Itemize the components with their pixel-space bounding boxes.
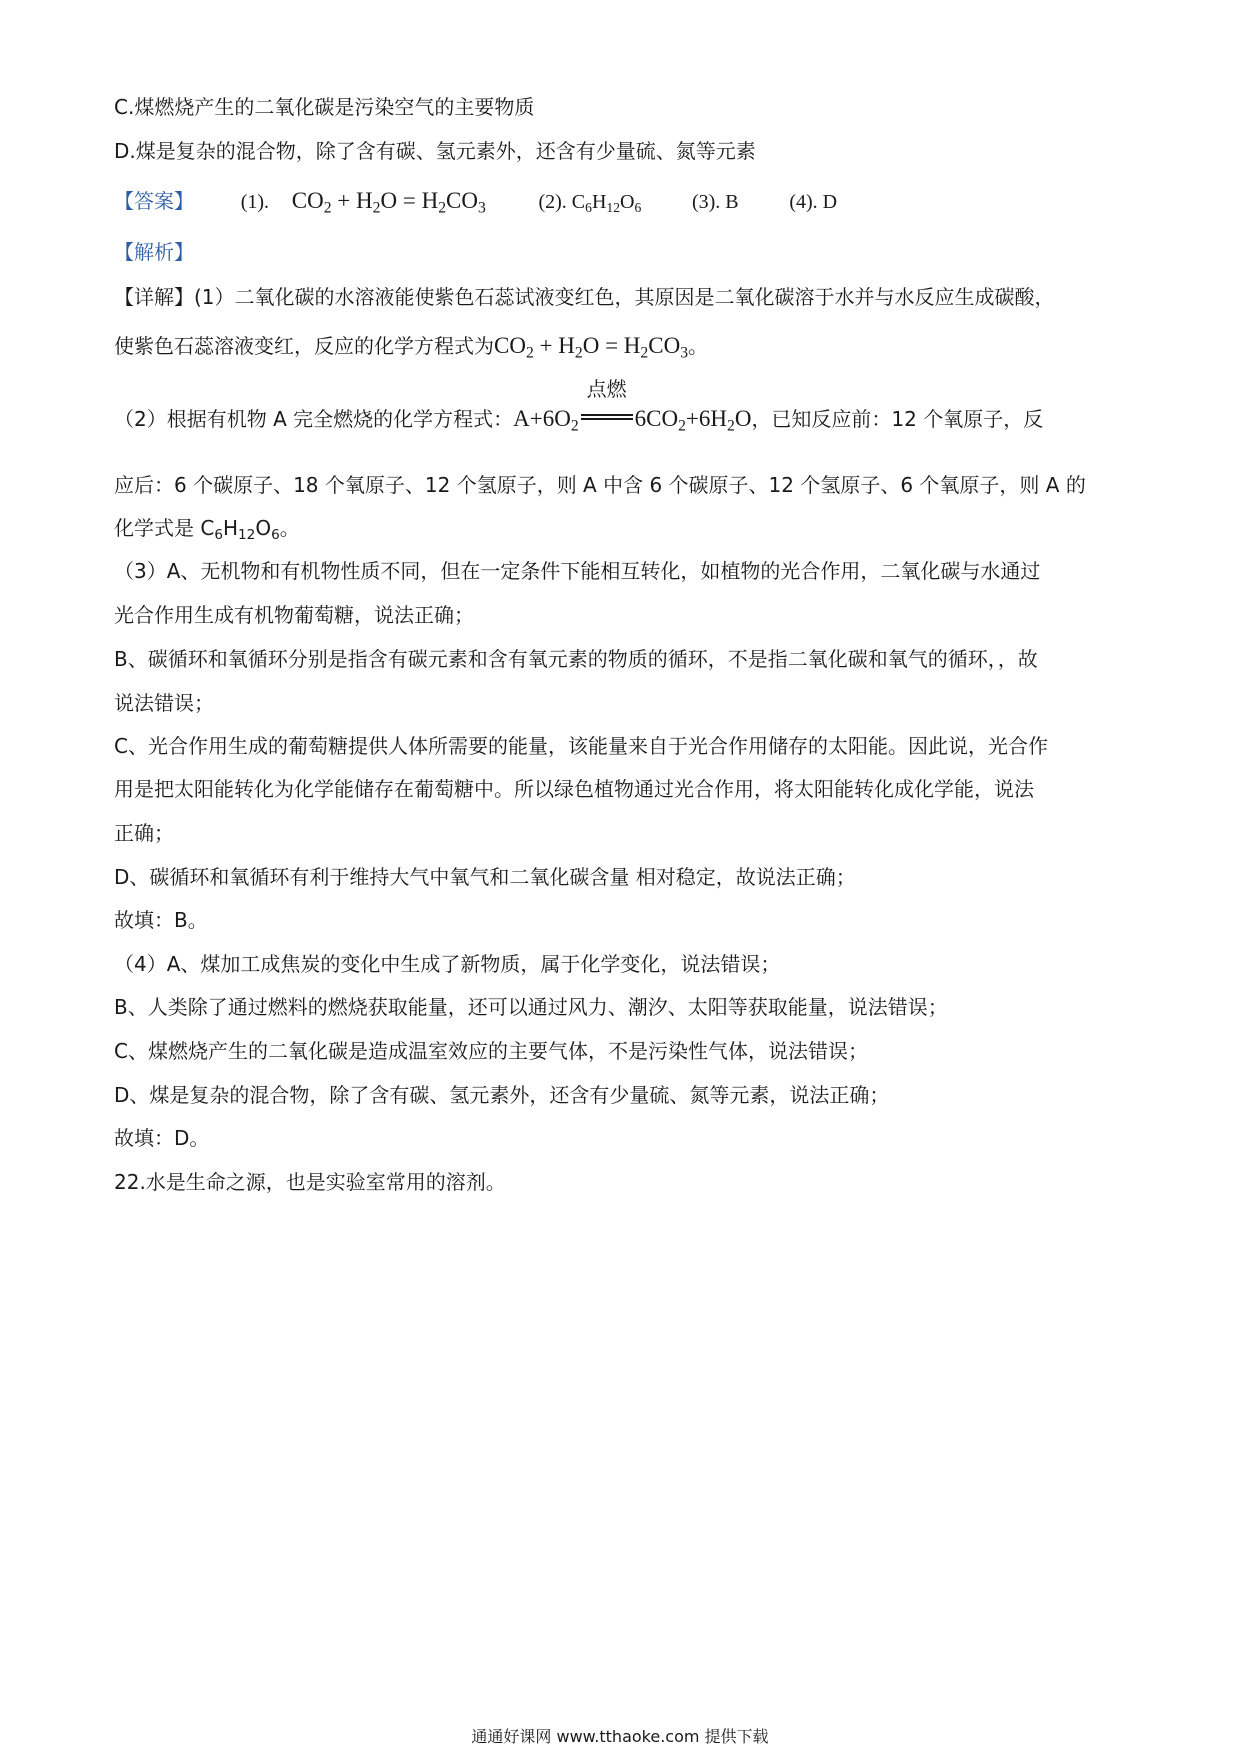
answer-1-label: (1).: [240, 191, 270, 213]
part3-line-6: 用是把太阳能转化为化学能储存在葡萄糖中。所以绿色植物通过光合作用，将太阳能转化成化学能，说法: [114, 777, 1034, 801]
answer-2: (2). $C_6H_{12}O_6$: [538, 191, 642, 216]
answer-3: (3). B: [691, 191, 739, 213]
part4-line-5: 故填：D。: [114, 1126, 210, 1150]
detail-p1-equation: $CO_2 + H_2O = H_2CO_3$: [494, 333, 688, 362]
part3-line-1: （3）A、无机物和有机物性质不同，但在一定条件下能相互转化，如植物的光合作用，二氧化碳与水通过: [114, 559, 1041, 583]
part4-line-3: C、煤燃烧产生的二氧化碳是造成温室效应的主要气体，不是污染性气体，说法错误；: [114, 1039, 868, 1063]
detail-p2-line-1: （2）根据有机物 A 完全燃烧的化学方程式：$A+6O_2$ 点燃 $6CO_2+6H_2O$，已知反应前：12 个氧原子，反: [114, 377, 1044, 435]
answer-1-equation: $CO_2 + H_2O = H_2CO_3$: [291, 188, 486, 217]
page-footer: 通通好课网 www.tthaoke.com 提供下载: [471, 1727, 769, 1746]
part3-line-9: 故填：B。: [114, 908, 208, 932]
detail-p1-line-2: 使紫色石蕊溶液变红，反应的化学方程式为$CO_2 + H_2O = H_2CO_3$。: [114, 333, 708, 362]
answer-4: (4). D: [789, 191, 838, 213]
reaction-condition: 点燃: [581, 404, 633, 434]
part4-line-2: B、人类除了通过燃料的燃烧获取能量，还可以通过风力、潮汐、太阳等获取能量，说法错误；: [114, 995, 948, 1019]
analysis-tag: 【解析】: [114, 240, 194, 264]
detail-p2-line-2: 应后：6 个碳原子、18 个氧原子、12 个氢原子，则 A 中含 6 个碳原子、12 个氢原子、6 个氧原子，则 A 的: [114, 473, 1086, 497]
detail-p2-line-3: 化学式是 $C_6H_{12}O_6$。: [114, 516, 300, 544]
part3-line-8: D、碳循环和氧循环有利于维持大气中氧气和二氧化碳含量 相对稳定，故说法正确；: [114, 865, 856, 889]
part3-line-4: 说法错误；: [114, 691, 214, 715]
option-c-line: C.煤燃烧产生的二氧化碳是污染空气的主要物质: [114, 95, 535, 119]
answer-line: [114, 186, 1130, 217]
detail-p1-line-1: 【详解】(1）二氧化碳的水溶液能使紫色石蕊试液变红色，其原因是二氧化碳溶于水并与水反应生成碳酸，: [114, 285, 1055, 309]
part4-line-4: D、煤是复杂的混合物，除了含有碳、氢元素外，还含有少量硫、氮等元素，说法正确；: [114, 1083, 890, 1107]
answer-tag: 【答案】: [114, 189, 194, 213]
part4-line-1: （4）A、煤加工成焦炭的变化中生成了新物质，属于化学变化，说法错误；: [114, 952, 781, 976]
part3-line-2: 光合作用生成有机物葡萄糖，说法正确；: [114, 603, 474, 627]
part3-line-7: 正确；: [114, 821, 174, 845]
combustion-equation: $A+6O_2$ 点燃 $6CO_2+6H_2O$: [513, 377, 752, 435]
question-22-line: 22.水是生命之源，也是实验室常用的溶剂。: [114, 1170, 506, 1194]
part3-line-5: C、光合作用生成的葡萄糖提供人体所需要的能量，该能量来自于光合作用储存的太阳能。因此说，光合作: [114, 734, 1048, 758]
option-d-line: D.煤是复杂的混合物，除了含有碳、氢元素外，还含有少量硫、氮等元素: [114, 139, 756, 163]
part3-line-3: B、碳循环和氧循环分别是指含有碳元素和含有氧元素的物质的循环，不是指二氧化碳和氧气的循环，，故: [114, 647, 1038, 671]
